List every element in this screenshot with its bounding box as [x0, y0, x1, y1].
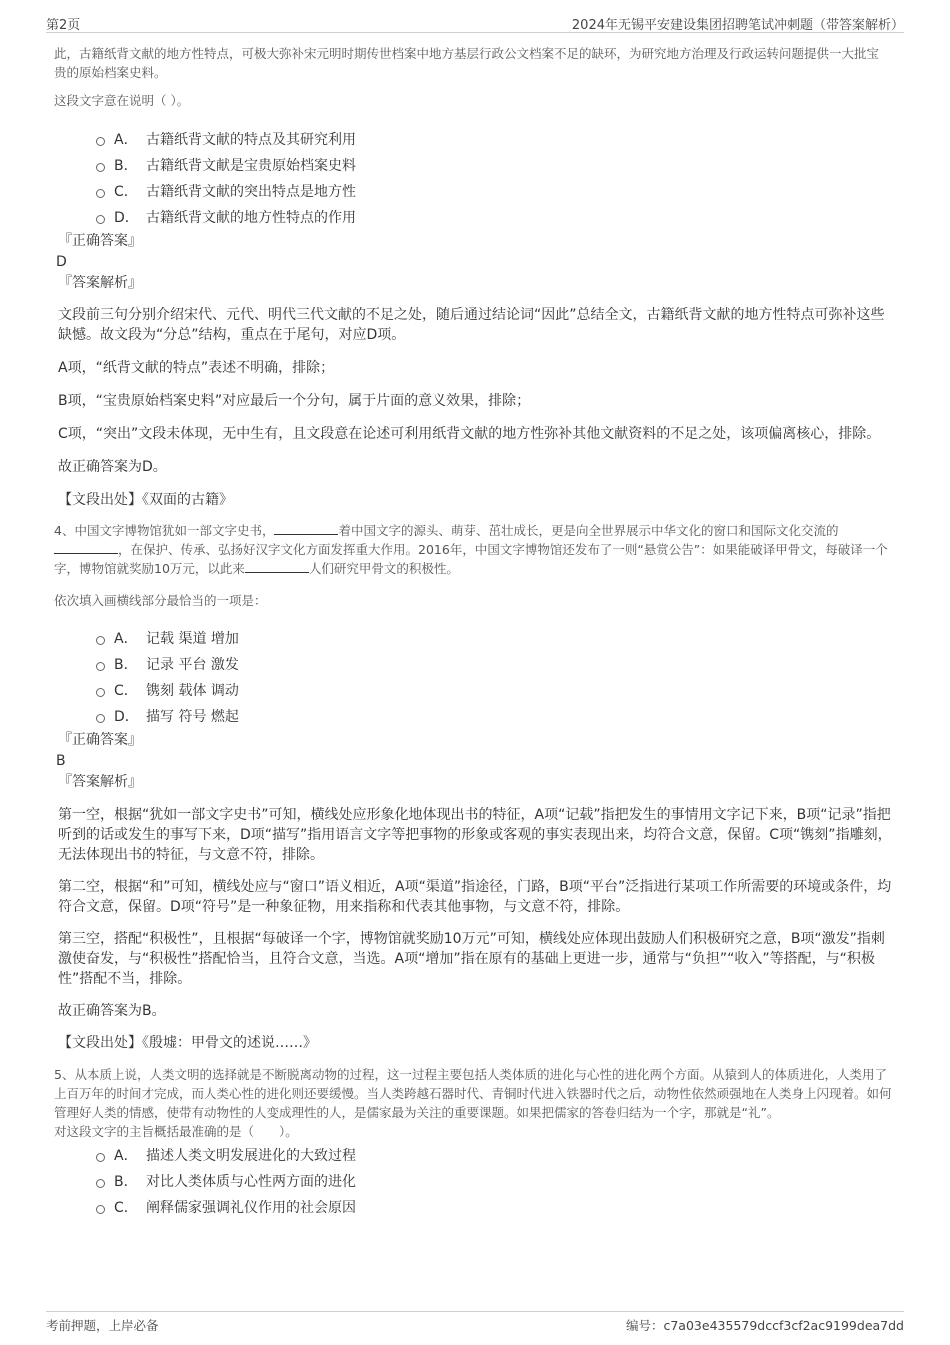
radio-button-icon[interactable]	[96, 662, 105, 671]
q4-option-d[interactable]: D． 描写 符号 燃起	[96, 704, 894, 730]
q3-options	[96, 127, 894, 231]
radio-button-icon[interactable]	[96, 163, 105, 172]
document-title: 2024年无锡平安建设集团招聘笔试冲刺题（带答案解析）	[571, 18, 904, 33]
q4-option-c[interactable]: C． 镌刻 载体 调动	[96, 678, 894, 704]
q3-option-c[interactable]: C． 古籍纸背文献的突出特点是地方性	[96, 179, 894, 205]
q4-analysis-3: 第三空，搭配“积极性”，且根据“每破译一个字，博物馆就奖励10万元”可知，横线处应体现出鼓励人们积极研究之意，B项“激发”指刺激使奋发，与“积极性”搭配恰当，且符合文意，当选。A项“增加”指在原有的基础上更进一步，通常与“负担”“收入”等搭配，与“积极性”搭配不当，排除。	[58, 931, 885, 987]
q3-analysis-1: 文段前三句分别介绍宋代、元代、明代三代文献的不足之处，随后通过结论词“因此”总结全文，古籍纸背文献的地方性特点可弥补这些缺憾。故文段为“分总”结构，重点在于尾句，对应D项。	[58, 307, 885, 343]
q3-source: 【文段出处】《双面的古籍》	[58, 492, 233, 508]
q5-option-c[interactable]: C． 阐释儒家强调礼仪作用的社会原因	[96, 1195, 894, 1221]
blank-1	[274, 523, 338, 535]
q4-passage: 4、中国文字博物馆犹如一部文字史书， 着中国文字的源头、萌芽、茁壮成长，更是向全世界展示中华文化的窗口和国际文化交流的，在保护、传承、弘扬好汉字文化方面发挥重大作用。2016年，中国文字博物馆还发布了一则“悬赏公告”：如果能破译甲骨文，每破译一个字，博物馆就奖励10万元，以此来 人们研究甲骨文的积极性。	[54, 523, 888, 576]
blank-3	[245, 561, 309, 573]
q4-analysis-2: 第二空，根据“和”可知，横线处应与“窗口”语义相近，A项“渠道”指途径，门路，B项“平台”泛指进行某项工作所需要的环境或条件，均符合文意，保留。D项“符号”是一种象征物，用来指称和代表其他事物，与文意不符，排除。	[58, 879, 892, 915]
q4-option-a[interactable]: A． 记载 渠道 增加	[96, 626, 894, 652]
q3-option-d[interactable]: D． 古籍纸背文献的地方性特点的作用	[96, 205, 894, 231]
radio-button-icon[interactable]	[96, 688, 105, 697]
q3-analysis-label: 『答案解析』	[58, 275, 142, 291]
radio-button-icon[interactable]	[96, 189, 105, 198]
radio-button-icon[interactable]	[96, 636, 105, 645]
q4-correct-label: 『正确答案』	[58, 732, 142, 748]
q3-analysis-5: 故正确答案为D。	[58, 459, 167, 475]
q3-option-a[interactable]: A． 古籍纸背文献的特点及其研究利用	[96, 127, 894, 153]
q5-passage: 5、从本质上说，人类文明的选择就是不断脱离动物的过程，这一过程主要包括人类体质的进化与心性的进化两个方面。从猿到人的体质进化，人类用了上百万年的时间才完成，而人类心性的进化则还要缓慢。当人类跨越石器时代、青铜时代进入铁器时代之后，动物性依然顽强地在人类身上闪现着。如何管理好人类的情感，使带有动物性的人变成理性的人，是儒家最为关注的重要课题。如果把儒家的答卷归结为一个字，那就是“礼”。	[54, 1067, 892, 1120]
page-header	[46, 12, 904, 33]
q5-options	[96, 1143, 894, 1221]
q3-analysis-2: A项，“纸背文献的特点”表述不明确，排除；	[58, 360, 335, 376]
q4-source: 【文段出处】《殷墟：甲骨文的述说……》	[58, 1035, 317, 1051]
radio-button-icon[interactable]	[96, 1153, 105, 1162]
q4-prompt: 依次填入画横线部分最恰当的一项是：	[54, 593, 267, 608]
blank-2	[54, 542, 118, 554]
radio-button-icon[interactable]	[96, 137, 105, 146]
q4-options	[96, 626, 894, 730]
q4-analysis-1: 第一空，根据“犹如一部文字史书”可知，横线处应形象化地体现出书的特征，A项“记载”指把发生的事情用文字记下来，B项“记录”指把听到的话或发生的事写下来，D项“描写”指用语言文字等把事物的形象或客观的事实表现出来，均符合文意，保留。C项“镌刻”指雕刻，无法体现出书的特征，与文意不符，排除。	[58, 807, 892, 863]
q3-correct-label: 『正确答案』	[58, 233, 142, 249]
radio-button-icon[interactable]	[96, 215, 105, 224]
q4-option-b[interactable]: B． 记录 平台 激发	[96, 652, 894, 678]
document-body	[54, 44, 894, 1221]
radio-button-icon[interactable]	[96, 1179, 105, 1188]
q5-option-a[interactable]: A． 描述人类文明发展进化的大致过程	[96, 1143, 894, 1169]
document-id: 编号：c7a03e435579dccf3cf2ac9199dea7dd	[625, 1318, 904, 1333]
q3-analysis-3: B项，“宝贵原始档案史料”对应最后一个分句，属于片面的意义效果，排除；	[58, 393, 531, 409]
footer-slogan: 考前押题，上岸必备	[46, 1318, 159, 1333]
q4-answer: B	[56, 753, 66, 769]
q4-analysis-label: 『答案解析』	[58, 774, 142, 790]
radio-button-icon[interactable]	[96, 714, 105, 723]
q3-option-b[interactable]: B． 古籍纸背文献是宝贵原始档案史料	[96, 153, 894, 179]
q3-passage: 此，古籍纸背文献的地方性特点，可极大弥补宋元明时期传世档案中地方基层行政公文档案不足的缺环，为研究地方治理及行政运转问题提供一大批宝贵的原始档案史料。	[54, 46, 880, 80]
q5-option-b[interactable]: B． 对比人类体质与心性两方面的进化	[96, 1169, 894, 1195]
q3-answer: D	[56, 254, 67, 270]
q3-prompt: 这段文字意在说明（ ）。	[54, 93, 190, 108]
page-number: 第2页	[46, 18, 81, 33]
radio-button-icon[interactable]	[96, 1205, 105, 1214]
q3-analysis-4: C项，“突出”文段未体现，无中生有，且文段意在论述可利用纸背文献的地方性弥补其他文献资料的不足之处，该项偏离核心，排除。	[58, 426, 881, 442]
q5-prompt: 对这段文字的主旨概括最准确的是（ ）。	[54, 1124, 298, 1139]
page-footer	[46, 1311, 904, 1333]
q4-analysis-4: 故正确答案为B。	[58, 1003, 166, 1019]
